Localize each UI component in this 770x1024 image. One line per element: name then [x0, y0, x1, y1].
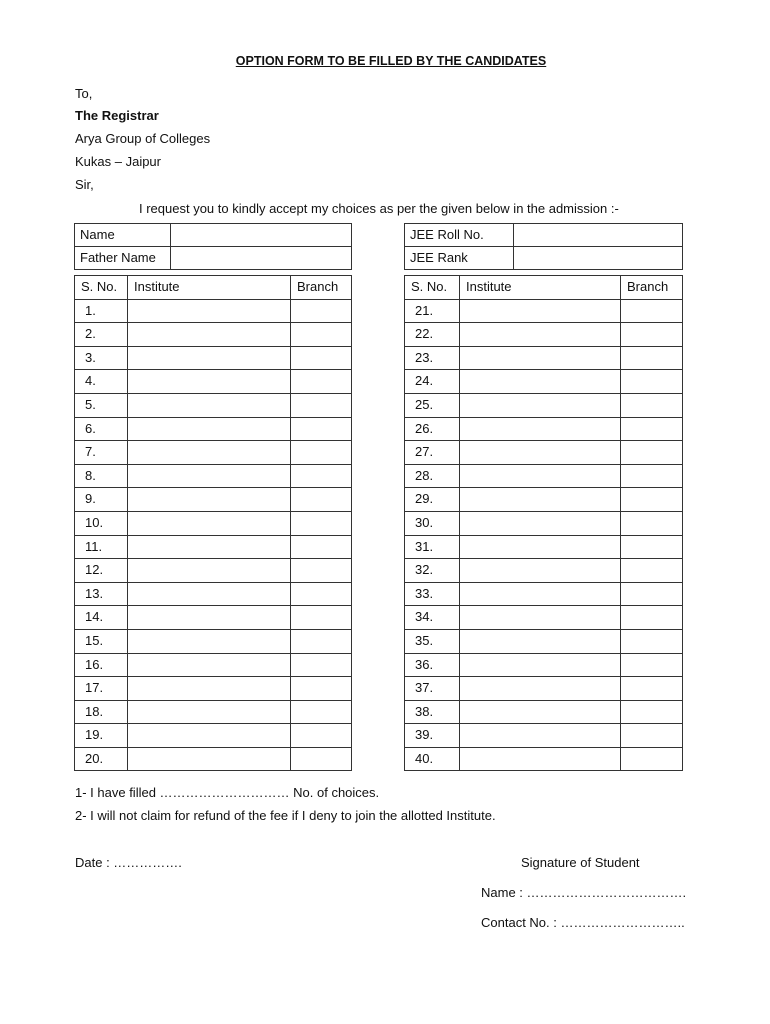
branch-field[interactable]: [621, 653, 683, 677]
branch-field[interactable]: [291, 677, 352, 701]
choice-row: [75, 441, 352, 465]
choice-row: [75, 653, 352, 677]
choice-row: [405, 747, 683, 771]
branch-field[interactable]: [621, 370, 683, 394]
institute-field[interactable]: [460, 299, 621, 323]
institute-field[interactable]: [128, 511, 291, 535]
serial-number: 25.: [405, 393, 460, 417]
institute-field[interactable]: [128, 606, 291, 630]
serial-number: 6.: [75, 417, 128, 441]
serial-number: 37.: [405, 677, 460, 701]
choices-table-right: [404, 275, 683, 771]
branch-field[interactable]: [291, 417, 352, 441]
branch-field[interactable]: [291, 535, 352, 559]
contact-number-line: Contact No. : ………………………..: [481, 915, 685, 930]
institute-field[interactable]: [460, 559, 621, 583]
institute-field[interactable]: [128, 677, 291, 701]
institute-field[interactable]: [128, 299, 291, 323]
institute-field[interactable]: [460, 582, 621, 606]
institute-field[interactable]: [128, 464, 291, 488]
choice-row: [405, 700, 683, 724]
address-college: Arya Group of Colleges: [75, 131, 211, 146]
choice-row: [75, 488, 352, 512]
institute-field[interactable]: [460, 700, 621, 724]
address-registrar: The Registrar: [75, 108, 159, 123]
choice-row: [75, 724, 352, 748]
declaration-2: 2- I will not claim for refund of the fee if I deny to join the allotted Institute.: [75, 808, 496, 823]
jee-roll-field[interactable]: [514, 224, 683, 247]
header-branch: Branch: [621, 276, 683, 300]
institute-field[interactable]: [128, 417, 291, 441]
serial-number: 39.: [405, 724, 460, 748]
branch-field[interactable]: [291, 488, 352, 512]
choice-row: [405, 653, 683, 677]
branch-field[interactable]: [621, 488, 683, 512]
choice-row: [405, 629, 683, 653]
student-name-line: Name : ……………………………….: [481, 885, 687, 900]
serial-number: 11.: [75, 535, 128, 559]
choice-row: [75, 535, 352, 559]
choice-row: [75, 700, 352, 724]
serial-number: 34.: [405, 606, 460, 630]
branch-field[interactable]: [291, 346, 352, 370]
serial-number: 20.: [75, 747, 128, 771]
branch-field[interactable]: [621, 559, 683, 583]
branch-field[interactable]: [621, 464, 683, 488]
choice-row: [405, 677, 683, 701]
choice-row: [75, 370, 352, 394]
institute-field[interactable]: [460, 323, 621, 347]
address-location: Kukas – Jaipur: [75, 154, 161, 169]
institute-field[interactable]: [128, 535, 291, 559]
serial-number: 36.: [405, 653, 460, 677]
choice-row: [405, 299, 683, 323]
branch-field[interactable]: [291, 582, 352, 606]
form-title: OPTION FORM TO BE FILLED BY THE CANDIDATES: [235, 54, 547, 68]
choice-row: [405, 488, 683, 512]
institute-field[interactable]: [460, 346, 621, 370]
serial-number: 14.: [75, 606, 128, 630]
choice-row: [75, 747, 352, 771]
choice-row: [405, 323, 683, 347]
serial-number: 7.: [75, 441, 128, 465]
serial-number: 28.: [405, 464, 460, 488]
branch-field[interactable]: [291, 629, 352, 653]
choice-row: [75, 323, 352, 347]
serial-number: 13.: [75, 582, 128, 606]
serial-number: 15.: [75, 629, 128, 653]
serial-number: 23.: [405, 346, 460, 370]
serial-number: 1.: [75, 299, 128, 323]
institute-field[interactable]: [460, 417, 621, 441]
serial-number: 9.: [75, 488, 128, 512]
institute-field[interactable]: [128, 346, 291, 370]
branch-field[interactable]: [291, 323, 352, 347]
institute-field[interactable]: [128, 700, 291, 724]
header-sno: S. No.: [405, 276, 460, 300]
branch-field[interactable]: [291, 559, 352, 583]
serial-number: 30.: [405, 511, 460, 535]
branch-field[interactable]: [621, 677, 683, 701]
choice-row: [405, 464, 683, 488]
branch-field[interactable]: [291, 747, 352, 771]
choice-row: [405, 724, 683, 748]
declaration-1: 1- I have filled ………………………… No. of choices.: [75, 785, 380, 800]
serial-number: 27.: [405, 441, 460, 465]
branch-field[interactable]: [291, 393, 352, 417]
serial-number: 5.: [75, 393, 128, 417]
branch-field[interactable]: [291, 511, 352, 535]
jee-info-table: [404, 223, 683, 270]
father-name-label: Father Name: [75, 247, 171, 270]
institute-field[interactable]: [460, 511, 621, 535]
institute-field[interactable]: [460, 606, 621, 630]
choice-row: [405, 582, 683, 606]
institute-field[interactable]: [460, 393, 621, 417]
institute-field[interactable]: [128, 582, 291, 606]
choice-row: [75, 606, 352, 630]
serial-number: 8.: [75, 464, 128, 488]
serial-number: 10.: [75, 511, 128, 535]
signature-label: Signature of Student: [521, 855, 640, 870]
choice-row: [75, 346, 352, 370]
serial-number: 33.: [405, 582, 460, 606]
date-line: Date : …………….: [75, 855, 182, 870]
branch-field[interactable]: [621, 323, 683, 347]
serial-number: 35.: [405, 629, 460, 653]
institute-field[interactable]: [460, 747, 621, 771]
institute-field[interactable]: [128, 323, 291, 347]
choice-row: [405, 370, 683, 394]
address-to: To,: [75, 86, 93, 101]
choice-row: [75, 559, 352, 583]
serial-number: 32.: [405, 559, 460, 583]
serial-number: 4.: [75, 370, 128, 394]
serial-number: 3.: [75, 346, 128, 370]
choice-row: [75, 677, 352, 701]
branch-field[interactable]: [291, 606, 352, 630]
jee-rank-label: JEE Rank: [405, 247, 514, 270]
branch-field[interactable]: [621, 346, 683, 370]
choice-row: [405, 393, 683, 417]
choices-table-left: [74, 275, 352, 771]
choice-row: [75, 464, 352, 488]
institute-field[interactable]: [128, 747, 291, 771]
branch-field[interactable]: [621, 606, 683, 630]
branch-field[interactable]: [291, 441, 352, 465]
header-institute: Institute: [460, 276, 621, 300]
branch-field[interactable]: [621, 700, 683, 724]
name-field[interactable]: [171, 224, 352, 247]
choice-row: [75, 299, 352, 323]
institute-field[interactable]: [460, 441, 621, 465]
salutation: Sir,: [75, 177, 94, 192]
institute-field[interactable]: [128, 370, 291, 394]
serial-number: 38.: [405, 700, 460, 724]
institute-field[interactable]: [460, 724, 621, 748]
choice-row: [75, 629, 352, 653]
institute-field[interactable]: [128, 724, 291, 748]
name-label: Name: [75, 224, 171, 247]
branch-field[interactable]: [621, 629, 683, 653]
branch-field[interactable]: [291, 700, 352, 724]
choice-row: [405, 441, 683, 465]
request-text: I request you to kindly accept my choices as per the given below in the admission :-: [139, 201, 619, 216]
serial-number: 31.: [405, 535, 460, 559]
serial-number: 12.: [75, 559, 128, 583]
branch-field[interactable]: [291, 653, 352, 677]
header-branch: Branch: [291, 276, 352, 300]
institute-field[interactable]: [460, 629, 621, 653]
branch-field[interactable]: [621, 582, 683, 606]
serial-number: 40.: [405, 747, 460, 771]
institute-field[interactable]: [128, 441, 291, 465]
serial-number: 17.: [75, 677, 128, 701]
institute-field[interactable]: [128, 653, 291, 677]
institute-field[interactable]: [460, 464, 621, 488]
branch-field[interactable]: [621, 393, 683, 417]
serial-number: 18.: [75, 700, 128, 724]
serial-number: 24.: [405, 370, 460, 394]
choice-row: [75, 582, 352, 606]
branch-field[interactable]: [621, 724, 683, 748]
branch-field[interactable]: [621, 417, 683, 441]
branch-field[interactable]: [621, 747, 683, 771]
branch-field[interactable]: [291, 724, 352, 748]
candidate-info-table: [74, 223, 352, 270]
choice-row: [405, 559, 683, 583]
branch-field[interactable]: [621, 299, 683, 323]
branch-field[interactable]: [291, 370, 352, 394]
header-institute: Institute: [128, 276, 291, 300]
institute-field[interactable]: [460, 488, 621, 512]
institute-field[interactable]: [128, 393, 291, 417]
serial-number: 26.: [405, 417, 460, 441]
serial-number: 22.: [405, 323, 460, 347]
jee-roll-label: JEE Roll No.: [405, 224, 514, 247]
choice-row: [75, 393, 352, 417]
choice-row: [405, 511, 683, 535]
serial-number: 19.: [75, 724, 128, 748]
header-sno: S. No.: [75, 276, 128, 300]
branch-field[interactable]: [291, 299, 352, 323]
choice-row: [405, 346, 683, 370]
father-name-field[interactable]: [171, 247, 352, 270]
institute-field[interactable]: [128, 629, 291, 653]
branch-field[interactable]: [291, 464, 352, 488]
branch-field[interactable]: [621, 535, 683, 559]
institute-field[interactable]: [128, 488, 291, 512]
institute-field[interactable]: [460, 535, 621, 559]
choice-row: [405, 606, 683, 630]
serial-number: 21.: [405, 299, 460, 323]
institute-field[interactable]: [460, 677, 621, 701]
choice-row: [405, 535, 683, 559]
branch-field[interactable]: [621, 441, 683, 465]
choice-row: [75, 417, 352, 441]
branch-field[interactable]: [621, 511, 683, 535]
serial-number: 29.: [405, 488, 460, 512]
institute-field[interactable]: [460, 653, 621, 677]
institute-field[interactable]: [460, 370, 621, 394]
choice-row: [75, 511, 352, 535]
serial-number: 2.: [75, 323, 128, 347]
jee-rank-field[interactable]: [514, 247, 683, 270]
serial-number: 16.: [75, 653, 128, 677]
choice-row: [405, 417, 683, 441]
institute-field[interactable]: [128, 559, 291, 583]
